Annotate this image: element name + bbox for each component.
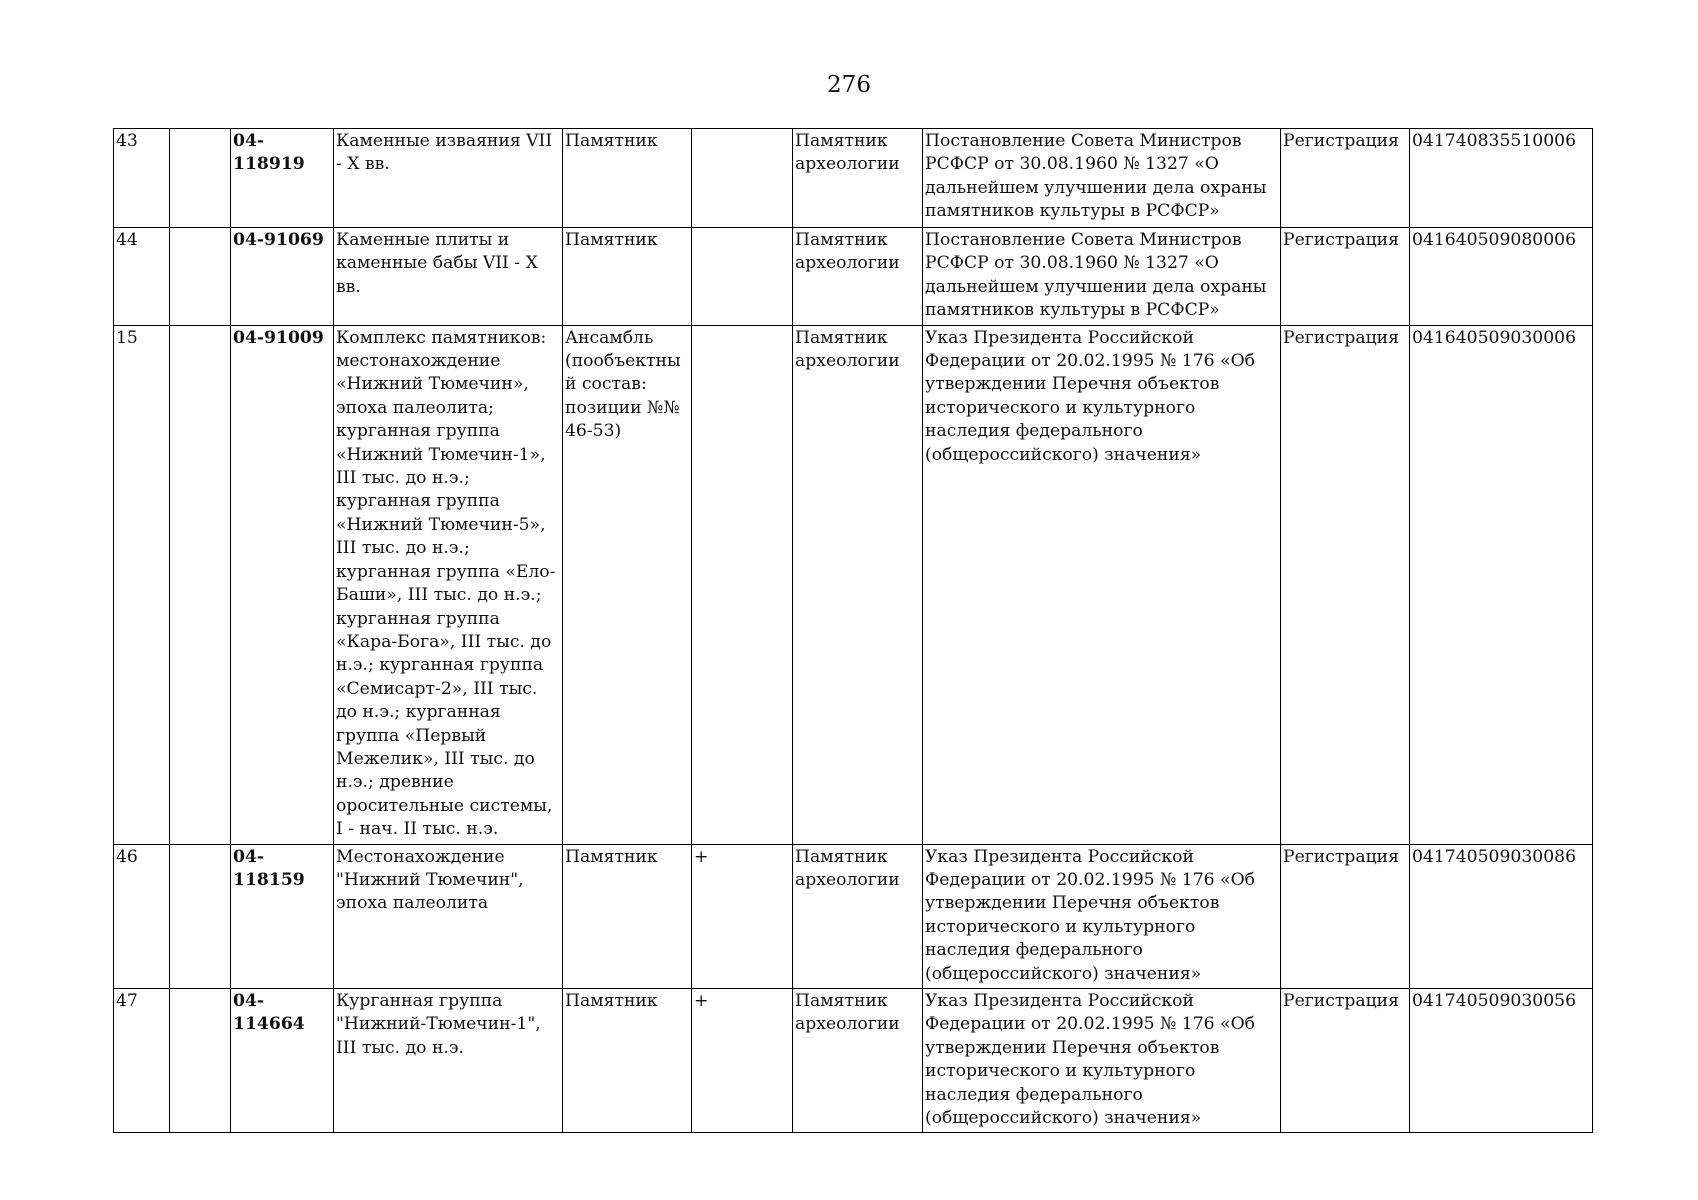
code-cell: 041640509080006 <box>1410 228 1593 326</box>
blank-cell <box>170 989 231 1133</box>
mark-cell <box>692 129 793 228</box>
row-number-cell: 43 <box>114 129 170 228</box>
status-cell: Регистрация <box>1281 989 1410 1133</box>
status-cell: Регистрация <box>1281 228 1410 326</box>
row-number-cell: 46 <box>114 844 170 988</box>
status-cell: Регистрация <box>1281 129 1410 228</box>
code-cell: 041740835510006 <box>1410 129 1593 228</box>
row-number-cell: 15 <box>114 325 170 844</box>
status-cell: Регистрация <box>1281 844 1410 988</box>
document-cell: Постановление Совета Министров РСФСР от 30.08.1960 № 1327 «О дальнейшем улучшении дела охраны памятников культуры в РСФСР» <box>923 228 1281 326</box>
blank-cell <box>170 844 231 988</box>
object-name-cell: Каменные изваяния VII - X вв. <box>334 129 563 228</box>
code-cell: 041640509030006 <box>1410 325 1593 844</box>
object-type-cell: Памятник <box>563 228 692 326</box>
row-number-cell: 44 <box>114 228 170 326</box>
object-type-cell: Памятник <box>563 844 692 988</box>
code-cell: 041740509030056 <box>1410 989 1593 1133</box>
table-row <box>114 844 1593 988</box>
blank-cell <box>170 325 231 844</box>
object-name-cell: Курганная группа "Нижний-Тюмечин-1", III тыс. до н.э. <box>334 989 563 1133</box>
category-cell: Памятник археологии <box>793 325 923 844</box>
blank-cell <box>170 129 231 228</box>
table-row <box>114 228 1593 326</box>
mark-cell: + <box>692 989 793 1133</box>
heritage-registry-table <box>113 128 1593 1133</box>
category-cell: Памятник археологии <box>793 228 923 326</box>
object-name-cell: Местонахождение "Нижний Тюмечин", эпоха палеолита <box>334 844 563 988</box>
category-cell: Памятник археологии <box>793 844 923 988</box>
table-row <box>114 129 1593 228</box>
mark-cell <box>692 228 793 326</box>
status-cell: Регистрация <box>1281 325 1410 844</box>
object-type-cell: Памятник <box>563 989 692 1133</box>
registration-number-cell: 04-118919 <box>231 129 334 228</box>
category-cell: Памятник археологии <box>793 129 923 228</box>
registration-number-cell: 04-118159 <box>231 844 334 988</box>
object-type-cell: Памятник <box>563 129 692 228</box>
registration-number-cell: 04-91009 <box>231 325 334 844</box>
object-type-cell: Ансамбль (пообъектный состав: позиции №№ 46-53) <box>563 325 692 844</box>
object-name-cell: Каменные плиты и каменные бабы VII - X вв. <box>334 228 563 326</box>
document-cell: Указ Президента Российской Федерации от 20.02.1995 № 176 «Об утверждении Перечня объектов исторического и культурного наследия федерального (общероссийского) значения» <box>923 844 1281 988</box>
registration-number-cell: 04-91069 <box>231 228 334 326</box>
row-number-cell: 47 <box>114 989 170 1133</box>
document-cell: Постановление Совета Министров РСФСР от 30.08.1960 № 1327 «О дальнейшем улучшении дела охраны памятников культуры в РСФСР» <box>923 129 1281 228</box>
table-row <box>114 325 1593 844</box>
page-number: 276 <box>827 72 871 98</box>
mark-cell: + <box>692 844 793 988</box>
category-cell: Памятник археологии <box>793 989 923 1133</box>
object-name-cell: Комплекс памятников: местонахождение «Нижний Тюмечин», эпоха палеолита; курганная группа «Нижний Тюмечин-1», III тыс. до н.э.; курганная группа «Нижний Тюмечин-5», III тыс. до н.э.; курганная группа «Ело-Баши», III тыс. до н.э.; курганная группа «Кара-Бога», III тыс. до н.э.; курганная группа «Семисарт-2», III тыс. до н.э.; курганная группа «Первый Межелик», III тыс. до н.э.; древние оросительные системы, I - нач. II тыс. н.э. <box>334 325 563 844</box>
document-cell: Указ Президента Российской Федерации от 20.02.1995 № 176 «Об утверждении Перечня объектов исторического и культурного наследия федерального (общероссийского) значения» <box>923 989 1281 1133</box>
mark-cell <box>692 325 793 844</box>
document-cell: Указ Президента Российской Федерации от 20.02.1995 № 176 «Об утверждении Перечня объектов исторического и культурного наследия федерального (общероссийского) значения» <box>923 325 1281 844</box>
blank-cell <box>170 228 231 326</box>
code-cell: 041740509030086 <box>1410 844 1593 988</box>
registration-number-cell: 04-114664 <box>231 989 334 1133</box>
table-row <box>114 989 1593 1133</box>
